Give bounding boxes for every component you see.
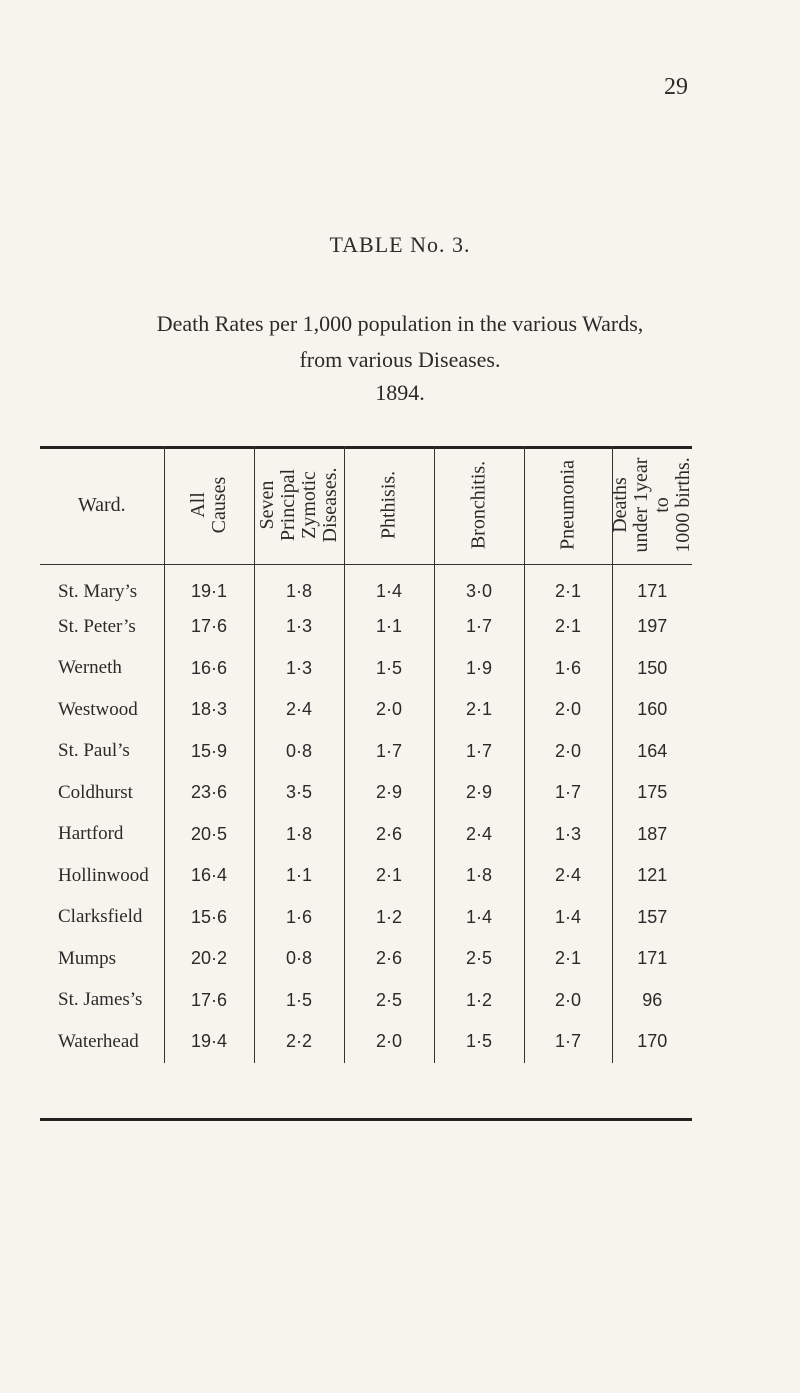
subtitle-line-1: Death Rates per 1,000 population in the various Wards, xyxy=(156,311,644,336)
cell-phthisis: 1·4 xyxy=(344,565,434,607)
table-row xyxy=(40,980,692,1022)
table-title: TABLE No. 3. xyxy=(329,232,471,257)
cell-all-causes: 18·3 xyxy=(164,689,254,731)
cell-all-causes: 19·4 xyxy=(164,1021,254,1063)
cell-infant-deaths: 171 xyxy=(612,938,692,980)
cell-pneumonia: 1·4 xyxy=(524,897,612,939)
header-all-causes xyxy=(164,446,254,565)
cell-phthisis: 2·0 xyxy=(344,1021,434,1063)
cell-infant-deaths: 164 xyxy=(612,731,692,773)
cell-infant-deaths: 197 xyxy=(612,606,692,648)
death-rates-table xyxy=(40,446,695,1063)
header-bronchitis-label: Bronchitis. xyxy=(467,460,490,550)
cell-infant-deaths: 171 xyxy=(612,565,692,607)
table-row xyxy=(40,1021,692,1063)
cell-pneumonia: 2·4 xyxy=(524,855,612,897)
cell-phthisis: 2·1 xyxy=(344,855,434,897)
cell-bronchitis: 1·7 xyxy=(434,731,524,773)
cell-all-causes: 20·2 xyxy=(164,938,254,980)
cell-bronchitis: 2·4 xyxy=(434,814,524,856)
cell-infant-deaths: 175 xyxy=(612,772,692,814)
cell-all-causes: 19·1 xyxy=(164,565,254,607)
cell-ward: Hartford xyxy=(58,823,124,845)
header-infant-deaths-label: Deaths under 1year to 1000 births. xyxy=(609,457,695,553)
cell-infant-deaths: 96 xyxy=(612,980,692,1022)
header-pneumonia xyxy=(524,446,612,565)
cell-all-causes: 23·6 xyxy=(164,772,254,814)
cell-bronchitis: 1·7 xyxy=(434,606,524,648)
cell-all-causes: 16·4 xyxy=(164,855,254,897)
table-row xyxy=(40,731,692,773)
cell-zymotic: 1·1 xyxy=(254,855,344,897)
cell-all-causes: 15·9 xyxy=(164,731,254,773)
cell-infant-deaths: 150 xyxy=(612,648,692,690)
cell-infant-deaths: 187 xyxy=(612,814,692,856)
cell-pneumonia: 1·7 xyxy=(524,1021,612,1063)
cell-pneumonia: 2·1 xyxy=(524,938,612,980)
header-bronchitis xyxy=(434,446,524,565)
cell-zymotic: 1·8 xyxy=(254,565,344,607)
cell-all-causes: 17·6 xyxy=(164,980,254,1022)
cell-ward: Clarksfield xyxy=(58,906,143,928)
cell-bronchitis: 1·8 xyxy=(434,855,524,897)
cell-infant-deaths: 170 xyxy=(612,1021,692,1063)
cell-ward: St. Paul’s xyxy=(58,740,130,762)
table-row xyxy=(40,606,692,648)
cell-ward: Werneth xyxy=(58,657,122,679)
table-subtitle xyxy=(0,306,800,378)
cell-bronchitis: 2·1 xyxy=(434,689,524,731)
table-year: 1894. xyxy=(375,380,425,405)
cell-bronchitis: 1·4 xyxy=(434,897,524,939)
cell-zymotic: 0·8 xyxy=(254,938,344,980)
cell-infant-deaths: 121 xyxy=(612,855,692,897)
cell-all-causes: 17·6 xyxy=(164,606,254,648)
cell-zymotic: 2·2 xyxy=(254,1021,344,1063)
cell-zymotic: 1·8 xyxy=(254,814,344,856)
table-row xyxy=(40,689,692,731)
header-phthisis-label: Phthisis. xyxy=(377,470,400,540)
page-number: 29 xyxy=(664,74,688,100)
cell-phthisis: 1·5 xyxy=(344,648,434,690)
cell-zymotic: 3·5 xyxy=(254,772,344,814)
header-zymotic xyxy=(254,446,344,565)
cell-ward: Mumps xyxy=(58,947,117,969)
header-infant-deaths xyxy=(609,446,695,565)
cell-phthisis: 1·2 xyxy=(344,897,434,939)
cell-pneumonia: 2·0 xyxy=(524,689,612,731)
cell-all-causes: 15·6 xyxy=(164,897,254,939)
cell-bronchitis: 3·0 xyxy=(434,565,524,607)
cell-ward: Waterhead xyxy=(58,1030,139,1052)
header-ward: Ward. xyxy=(40,446,164,565)
cell-pneumonia: 1·7 xyxy=(524,772,612,814)
cell-phthisis: 1·1 xyxy=(344,606,434,648)
cell-ward: St. Mary’s xyxy=(58,580,138,602)
header-phthisis xyxy=(344,446,434,565)
header-row xyxy=(40,446,692,565)
cell-all-causes: 20·5 xyxy=(164,814,254,856)
table-row xyxy=(40,897,692,939)
cell-infant-deaths: 160 xyxy=(612,689,692,731)
cell-pneumonia: 2·0 xyxy=(524,731,612,773)
cell-phthisis: 2·0 xyxy=(344,689,434,731)
cell-pneumonia: 2·0 xyxy=(524,980,612,1022)
table-row xyxy=(40,565,692,607)
cell-zymotic: 0·8 xyxy=(254,731,344,773)
cell-bronchitis: 2·9 xyxy=(434,772,524,814)
cell-phthisis: 1·7 xyxy=(344,731,434,773)
cell-ward: Hollinwood xyxy=(58,864,149,886)
cell-zymotic: 1·6 xyxy=(254,897,344,939)
cell-ward: St. Peter’s xyxy=(58,615,136,637)
cell-bronchitis: 1·9 xyxy=(434,648,524,690)
cell-bronchitis: 1·2 xyxy=(434,980,524,1022)
cell-pneumonia: 1·3 xyxy=(524,814,612,856)
header-zymotic-label: Seven Principal Zymotic Diseases. xyxy=(256,467,341,543)
cell-ward: Coldhurst xyxy=(58,781,133,803)
cell-phthisis: 2·6 xyxy=(344,814,434,856)
cell-phthisis: 2·6 xyxy=(344,938,434,980)
cell-pneumonia: 1·6 xyxy=(524,648,612,690)
cell-pneumonia: 2·1 xyxy=(524,565,612,607)
table-row xyxy=(40,772,692,814)
table-bottom-rule xyxy=(40,1118,692,1121)
table-row xyxy=(40,648,692,690)
cell-bronchitis: 2·5 xyxy=(434,938,524,980)
cell-zymotic: 1·3 xyxy=(254,648,344,690)
cell-zymotic: 1·5 xyxy=(254,980,344,1022)
cell-zymotic: 1·3 xyxy=(254,606,344,648)
cell-ward: Westwood xyxy=(58,698,138,720)
cell-all-causes: 16·6 xyxy=(164,648,254,690)
cell-infant-deaths: 157 xyxy=(612,897,692,939)
header-all-causes-label: All Causes xyxy=(187,476,230,534)
cell-bronchitis: 1·5 xyxy=(434,1021,524,1063)
header-pneumonia-label: Pneumonia xyxy=(556,460,579,550)
cell-ward: St. James’s xyxy=(58,989,143,1011)
subtitle-line-2: from various Diseases. xyxy=(299,347,501,372)
table-row xyxy=(40,814,692,856)
table-row xyxy=(40,855,692,897)
cell-phthisis: 2·9 xyxy=(344,772,434,814)
cell-zymotic: 2·4 xyxy=(254,689,344,731)
cell-pneumonia: 2·1 xyxy=(524,606,612,648)
cell-phthisis: 2·5 xyxy=(344,980,434,1022)
table-row xyxy=(40,938,692,980)
